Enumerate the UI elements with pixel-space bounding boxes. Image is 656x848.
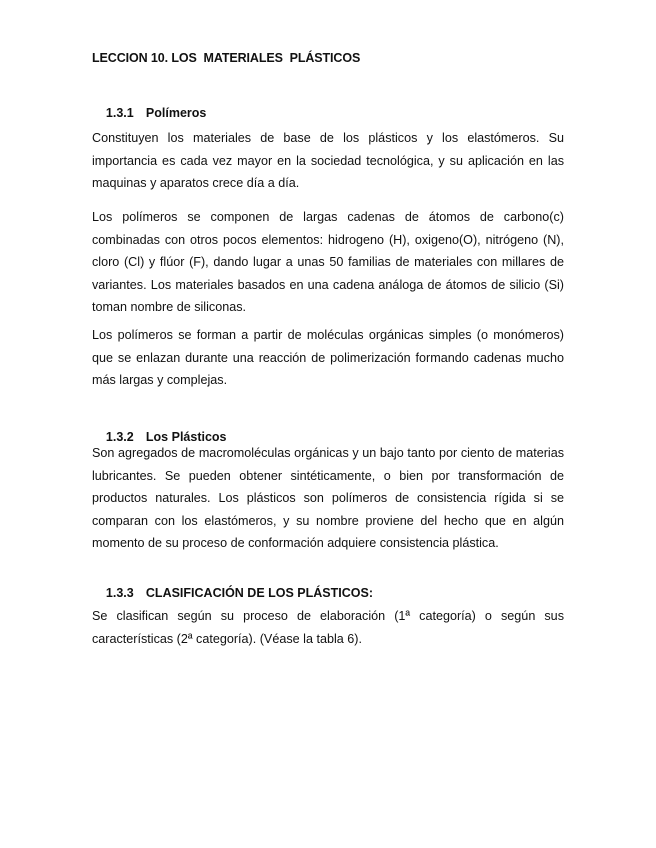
paragraph: Los polímeros se forman a partir de moléculas orgánicas simples (o monómeros) que se enlazan durante una reacción de polimerización formando cadenas mucho más largas y complejas. [92, 328, 564, 388]
section-title: Los Plásticos [145, 430, 227, 444]
paragraph: Constituyen los materiales de base de los plásticos y los elastómeros. Su importancia es cada vez mayor en la sociedad tecnológica, y su aplicación en las maquinas y aparatos crece día a día. [92, 131, 564, 191]
section-title: Polímeros [145, 106, 207, 120]
paragraph: Los polímeros se componen de largas cadenas de átomos de carbono(c) combinadas con otros pocos elementos: hidrogeno (H), oxigeno(O), nitrógeno (N), cloro (Cl) y flúor (F), dando lugar a unas 50 familias de materiales con millares de variantes. Los materiales basados en una cadena análoga de átomos de silicio (Si) toman nombre de siliconas. [92, 210, 564, 315]
lesson-title: LECCION 10. LOS MATERIALES PLÁSTICOS [92, 51, 361, 65]
paragraph: Son agregados de macromoléculas orgánicas y un bajo tanto por ciento de materias lubricantes. Se pueden obtener sintéticamente, o bien por transformación de productos naturales. Los plásticos son polímeros de consistencia rígida si se comparan con los elastómeros, y su nombre proviene del hecho que en algún momento de su proceso de conformación adquiere consistencia plástica. [92, 446, 564, 551]
section-number: 1.3.1 [105, 106, 134, 120]
paragraph: Se clasifican según su proceso de elaboración (1ª categoría) o según sus características (2ª categoría). (Véase la tabla 6). [92, 609, 564, 646]
section-title: CLASIFICACIÓN DE LOS PLÁSTICOS: [145, 586, 373, 600]
section-number: 1.3.3 [105, 586, 134, 600]
section-number: 1.3.2 [105, 430, 134, 444]
